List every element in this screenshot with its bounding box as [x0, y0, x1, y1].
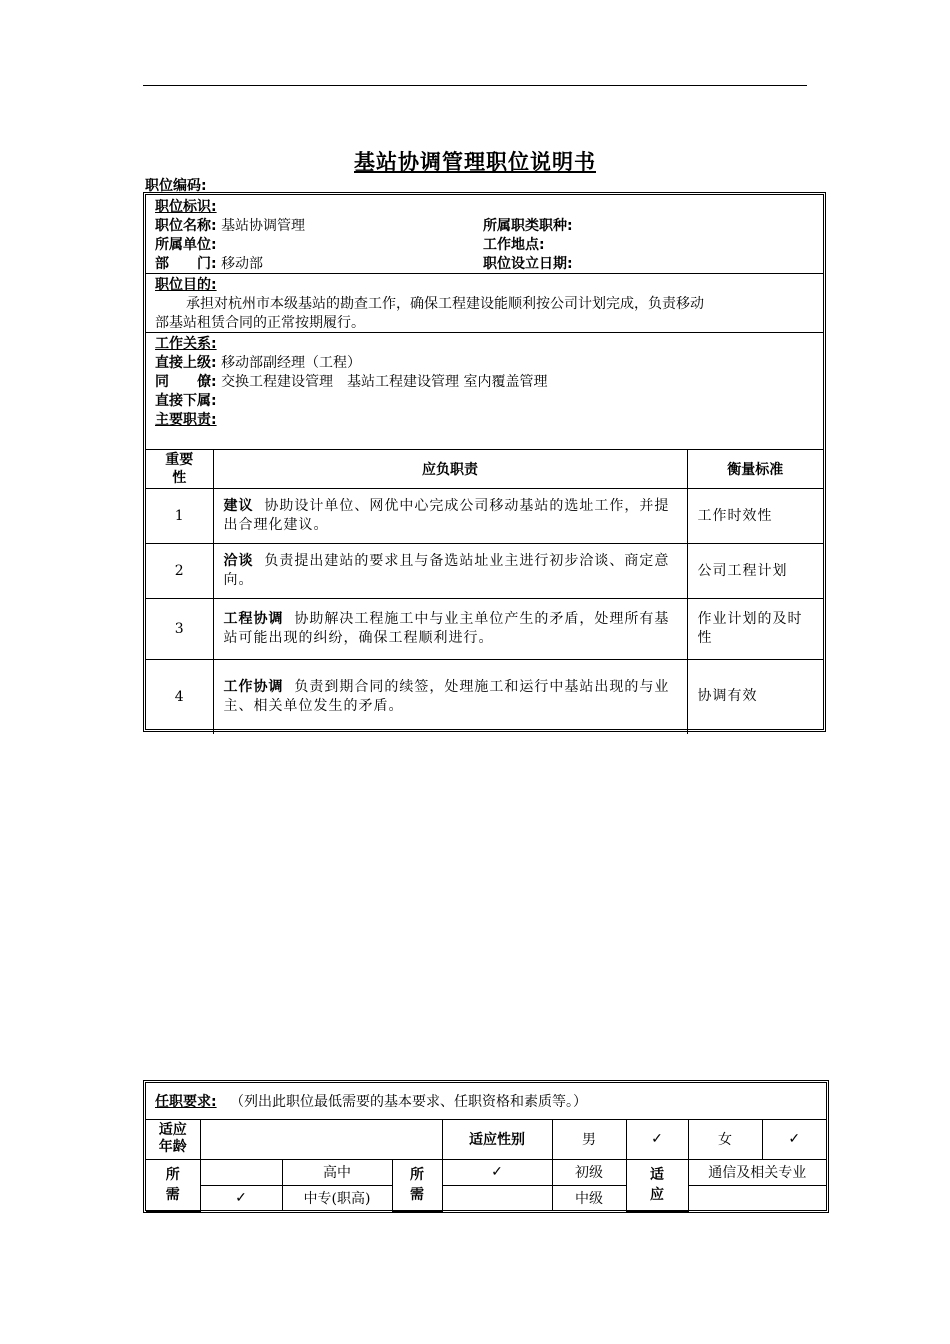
junior-title-check-icon: ✓	[442, 1159, 552, 1185]
age-label: 适应年龄	[146, 1119, 200, 1159]
high-school-check	[200, 1159, 282, 1185]
table-row	[146, 489, 823, 544]
position-name-value: 基站协调管理	[221, 218, 306, 234]
needed-label-2: 所需	[392, 1159, 442, 1211]
duties-heading-row	[146, 411, 823, 449]
junior-title-label: 初级	[552, 1159, 626, 1185]
gender-label: 适应性别	[442, 1119, 552, 1159]
superior-label: 直接上级:	[155, 355, 217, 371]
vocational-label: 中专(职高)	[282, 1185, 392, 1211]
col-duty: 应负职责	[213, 450, 687, 489]
duty-text: 协助设计单位、网优中心完成公司移动基站的选址工作，并提出合理化建议。	[223, 498, 670, 533]
position-code-label: 职位编码:	[145, 178, 207, 194]
duty-number: 4	[146, 660, 213, 734]
superior-row	[155, 354, 361, 373]
relations-section	[146, 333, 823, 412]
duty-standard: 工作时效性	[687, 489, 823, 544]
male-check-icon: ✓	[626, 1119, 688, 1159]
vocational-check-icon: ✓	[200, 1185, 282, 1211]
duty-name: 工程协调	[223, 611, 284, 627]
requirements-heading-row	[146, 1083, 826, 1119]
purpose-text-line2: 部基站租赁合同的正常按期履行。	[155, 315, 365, 331]
duty-standard: 协调有效	[687, 660, 823, 734]
duty-number: 3	[146, 599, 213, 660]
duty-cell	[213, 544, 687, 599]
duties-heading: 主要职责:	[155, 412, 217, 428]
job-description-frame	[143, 192, 826, 732]
age-gender-row	[146, 1119, 826, 1159]
colleague-label: 同 僚:	[155, 374, 217, 390]
duty-cell	[213, 599, 687, 660]
unit-label: 所属单位:	[155, 237, 217, 253]
mid-title-check	[442, 1185, 552, 1211]
duty-cell	[213, 489, 687, 544]
duty-standard: 作业计划的及时性	[687, 599, 823, 660]
duty-text: 协助解决工程施工中与业主单位产生的矛盾，处理所有基站可能出现的纠纷，确保工程顺利进行。	[223, 611, 670, 646]
document-title: 基站协调管理职位说明书	[354, 150, 596, 174]
identification-section	[146, 195, 823, 274]
col-importance: 重要性	[146, 450, 213, 489]
duty-cell	[213, 660, 687, 734]
needed-label-1: 所需	[146, 1159, 200, 1211]
duties-table	[146, 449, 823, 734]
female-label: 女	[688, 1119, 762, 1159]
requirements-heading-cell	[146, 1083, 826, 1119]
requirements-table	[146, 1083, 826, 1212]
duty-name: 建议	[223, 498, 254, 514]
education-row-2	[146, 1185, 826, 1211]
superior-value: 移动部副经理（工程）	[221, 355, 362, 371]
duty-standard: 公司工程计划	[687, 544, 823, 599]
requirements-heading: 任职要求:	[155, 1093, 217, 1110]
mid-title-label: 中级	[552, 1185, 626, 1211]
duty-text: 负责到期合同的续签，处理施工和运行中基站出现的与业主、相关单位发生的矛盾。	[223, 678, 670, 714]
duties-header-row	[146, 450, 823, 489]
high-school-label: 高中	[282, 1159, 392, 1185]
duty-text: 负责提出建站的要求且与备选站址业主进行初步洽谈、商定意向。	[223, 553, 670, 588]
purpose-text-line1: 承担对杭州市本级基站的勘查工作，确保工程建设能顺利按公司计划完成，负责移动	[186, 296, 704, 312]
colleague-value: 交换工程建设管理 基站工程建设管理 室内覆盖管理	[221, 374, 548, 390]
col-standard: 衡量标准	[687, 450, 823, 489]
relations-heading: 工作关系:	[155, 336, 217, 352]
department-value: 移动部	[221, 256, 264, 272]
suitable-label: 适应	[626, 1159, 688, 1211]
major-value: 通信及相关专业	[688, 1159, 826, 1185]
position-name-row	[155, 217, 305, 236]
header-rule	[143, 85, 807, 86]
location-label: 工作地点:	[483, 237, 545, 253]
department-label: 部 门:	[155, 256, 217, 272]
department-row	[155, 255, 263, 274]
position-name-label: 职位名称:	[155, 218, 217, 234]
duty-name: 洽谈	[223, 553, 254, 569]
table-row	[146, 660, 823, 734]
subordinate-label: 直接下属:	[155, 393, 217, 409]
setup-date-label: 职位设立日期:	[483, 256, 573, 272]
female-check-icon: ✓	[762, 1119, 826, 1159]
duty-name: 工作协调	[223, 678, 284, 695]
purpose-heading: 职位目的:	[155, 277, 217, 293]
requirements-note: （列出此职位最低需要的基本要求、任职资格和素质等。）	[229, 1093, 587, 1110]
male-label: 男	[552, 1119, 626, 1159]
education-row-1	[146, 1159, 826, 1185]
major-value-2	[688, 1185, 826, 1211]
category-label: 所属职类职种:	[483, 218, 573, 234]
table-row	[146, 599, 823, 660]
colleague-row	[155, 373, 548, 392]
identification-heading: 职位标识:	[155, 199, 217, 215]
age-value	[200, 1119, 442, 1159]
purpose-section	[146, 274, 823, 333]
duty-number: 1	[146, 489, 213, 544]
table-row	[146, 544, 823, 599]
requirements-frame	[143, 1080, 829, 1213]
duty-number: 2	[146, 544, 213, 599]
